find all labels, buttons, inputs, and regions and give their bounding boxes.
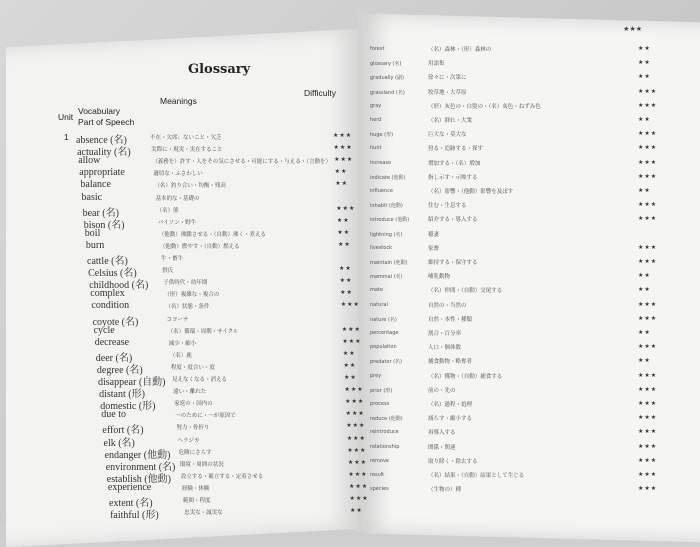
difficulty-stars: ★★★	[638, 314, 658, 322]
word-meaning: 哺乳動物	[428, 274, 451, 281]
word-meaning: 前の・先の	[428, 387, 456, 394]
vocab-word: reduce (他動)	[370, 416, 403, 423]
vocab-word: degree (名)	[96, 364, 143, 376]
difficulty-stars: ★★★	[638, 456, 658, 464]
vocab-word: allow	[78, 155, 101, 167]
word-meaning: 住む・生息する	[428, 203, 467, 210]
difficulty-stars: ★★★	[638, 343, 658, 351]
difficulty-stars: ★★	[344, 374, 357, 381]
difficulty-stars: ★★★	[638, 101, 658, 109]
difficulty-stars: ★★★	[348, 482, 369, 490]
vocab-word: hunt	[370, 145, 382, 152]
vocab-word: condition	[91, 300, 130, 312]
difficulty-stars: ★★	[337, 228, 351, 236]
word-meaning: 範囲・程度	[183, 498, 211, 504]
unit-header: Unit	[58, 112, 74, 122]
vocab-word: deer (名)	[95, 352, 133, 364]
word-meaning: （他動）燃やす・（自動）燃える	[159, 243, 240, 250]
vocab-word: absence (名)	[76, 135, 127, 146]
vocab-word: Celsius (名)	[88, 268, 137, 280]
word-meaning: （形）灰色の・白髪の・（名）灰色・ねずみ色	[428, 103, 541, 110]
word-meaning: 減少・縮小	[168, 340, 197, 347]
word-meaning: 徐々に・次第に	[428, 75, 467, 82]
vocab-word: glossary (名)	[370, 61, 402, 68]
word-meaning: （名）結果・（自動）結果として生じる	[428, 473, 525, 479]
vocab-word: population	[370, 344, 397, 351]
difficulty-stars: ★★★	[348, 470, 368, 478]
difficulty-stars: ★★★	[340, 301, 360, 309]
word-meaning: 家庭の・国内の	[174, 401, 213, 408]
difficulty-stars: ★★	[638, 357, 651, 365]
difficulty-stars: ★★	[638, 187, 651, 194]
vocab-word: establish (他動)	[106, 473, 171, 485]
word-meaning: （名）循環・周期・サイクル	[167, 328, 239, 335]
difficulty-stars: ★★	[334, 168, 348, 176]
word-meaning: 基本的な・基礎の	[155, 195, 200, 202]
difficulty-stars: ★★★	[341, 325, 361, 333]
vocab-word: bison (名)	[83, 219, 125, 231]
word-meaning: 自然の・当然の	[428, 302, 467, 309]
vocab-word: actuality (名)	[77, 147, 131, 159]
vocab-word: cattle (名)	[87, 256, 128, 267]
vocab-word: boil	[84, 227, 101, 239]
difficulty-stars: ★★★	[638, 442, 658, 450]
word-meaning: （名）獲物・（自動）捕食する	[428, 373, 503, 380]
vocab-word: domestic (形)	[100, 401, 156, 413]
difficulty-stars: ★★★	[333, 144, 353, 152]
difficulty-stars: ★★★	[333, 132, 353, 139]
pos-header: Part of Speech	[78, 117, 135, 127]
difficulty-stars: ★★	[638, 45, 651, 52]
word-meaning: 適切な・ふさわしい	[153, 171, 203, 178]
word-meaning: 関係・関連	[428, 444, 456, 451]
vocab-word: coyote (名)	[92, 316, 139, 328]
vocab-word: nature (名)	[370, 316, 397, 323]
word-meaning: （名）鹿	[169, 352, 192, 359]
vocab-word: environment (名)	[105, 461, 176, 473]
difficulty-stars: ★★★	[345, 410, 365, 418]
difficulty-stars: ★★★	[346, 434, 366, 442]
vocab-word: disappear (自動)	[98, 377, 166, 388]
difficulty-stars: ★★★	[638, 385, 658, 393]
word-meaning: ～のために・～が原因で	[175, 413, 236, 420]
vocab-word: elk (名)	[103, 437, 135, 449]
difficulty-stars: ★★★	[638, 201, 658, 209]
word-meaning: 程度・度合い・度	[170, 364, 215, 371]
word-meaning: （形）複雑な・複合の	[164, 292, 220, 299]
word-meaning: 減らす・縮小する	[428, 416, 473, 423]
word-meaning: 家畜	[428, 245, 440, 252]
vocab-word: mammal (名)	[370, 274, 403, 281]
word-meaning: 子供時代・幼年期	[163, 280, 208, 287]
vocab-word: introduce (他動)	[370, 217, 410, 224]
difficulty-stars: ★★	[343, 361, 357, 369]
word-meaning: 稲妻	[428, 231, 440, 238]
word-meaning: （名）森林・（形）森林の	[428, 47, 492, 53]
difficulty-stars: ★★	[336, 216, 350, 224]
difficulty-stars: ★★★	[638, 87, 658, 95]
vocab-word: indicate (他動)	[370, 174, 406, 181]
difficulty-stars: ★★	[638, 329, 651, 336]
difficulty-stars: ★★★	[638, 485, 658, 493]
vocab-word: result	[370, 472, 385, 478]
difficulty-stars: ★★★	[638, 428, 658, 436]
difficulty-stars: ★★★	[638, 371, 658, 379]
word-meaning: （名）釣り合い・均衡・残高	[154, 183, 226, 190]
difficulty-stars: ★★	[350, 507, 363, 515]
word-meaning: 見えなくなる・消える	[172, 377, 228, 383]
word-meaning: 紹介する・導入する	[428, 217, 478, 224]
vocab-word: mate	[370, 287, 383, 294]
vocab-word: appropriate	[79, 167, 125, 179]
difficulty-stars: ★★★	[638, 158, 658, 166]
word-meaning: コヨーテ	[166, 316, 189, 323]
difficulty-stars: ★★★	[346, 422, 366, 430]
vocab-word: prior (形)	[370, 387, 393, 394]
difficulty-stars: ★★	[337, 240, 351, 248]
word-meaning: （名）状態・条件	[165, 304, 210, 311]
difficulty-stars: ★★	[638, 73, 651, 81]
word-meaning: 増加する・（名）増加	[428, 160, 481, 167]
difficulty-stars: ★★★	[638, 130, 658, 138]
corner-stars: ★★★	[623, 25, 642, 33]
word-meaning: 狩る・追跡する・探す	[428, 146, 484, 153]
vocab-word: prey	[370, 372, 382, 379]
difficulty-stars: ★★	[638, 286, 651, 294]
word-meaning: 維持する・保守する	[428, 260, 478, 266]
word-meaning: 危険にさらす	[178, 449, 212, 456]
vocab-word: remove	[370, 457, 389, 464]
vocab-word: huge (形)	[370, 132, 394, 139]
word-meaning: （名）群れ・大衆	[428, 118, 473, 124]
difficulty-stars: ★★★	[342, 337, 362, 345]
vocab-word: childhood (名)	[89, 280, 149, 292]
difficulty-header: Difficulty	[304, 88, 336, 98]
vocab-word: distant (形)	[99, 389, 145, 401]
vocab-word: gray	[370, 102, 382, 109]
word-meaning: （名）仲間・（自動）交尾する	[428, 288, 503, 295]
vocab-word: natural	[370, 301, 388, 308]
vocab-word: process	[370, 401, 390, 407]
word-meaning: 実際に・現実・実在すること	[151, 147, 223, 154]
word-meaning: 遠い・離れた	[173, 389, 207, 396]
difficulty-stars: ★★★	[347, 446, 367, 454]
word-meaning: 設立する・確立する・定着させる	[180, 473, 264, 480]
difficulty-stars: ★★	[638, 272, 651, 280]
difficulty-stars: ★★★	[344, 386, 364, 394]
vocab-word: forest	[370, 46, 385, 52]
difficulty-stars: ★★★	[638, 400, 658, 407]
vocab-word: species	[370, 486, 389, 493]
vocab-word: cycle	[93, 324, 115, 336]
difficulty-stars: ★★	[638, 116, 651, 123]
word-meaning: （他動）沸騰させる・（自動）沸く・煮える	[158, 231, 267, 238]
difficulty-stars: ★★	[339, 277, 353, 285]
vocab-word: experience	[107, 481, 152, 493]
word-meaning: （生物の）種	[428, 487, 462, 494]
vocab-word: predator (名)	[370, 359, 402, 366]
vocab-word: herd	[370, 117, 382, 123]
word-meaning: 用語集	[428, 61, 445, 68]
vocab-word: burn	[85, 239, 105, 251]
difficulty-stars: ★★	[339, 265, 352, 273]
unit-number: 1	[64, 132, 69, 142]
difficulty-stars: ★★★	[638, 172, 658, 180]
vocab-word: faithful (形)	[110, 510, 159, 522]
difficulty-stars: ★★★	[345, 398, 365, 406]
vocab-word: due to	[101, 409, 127, 421]
word-meaning: 環境・周囲の状況	[179, 461, 224, 468]
difficulty-stars: ★★★	[638, 144, 658, 152]
word-meaning: 自然・本性・種類	[428, 316, 473, 323]
word-meaning: 捕食動物・略奪者	[428, 359, 473, 366]
word-meaning: （名）影響・（他動）影響を及ぼす	[428, 189, 514, 195]
difficulty-stars: ★★	[340, 289, 353, 297]
difficulty-stars: ★★★	[638, 300, 658, 308]
word-meaning: （名）熊	[156, 207, 179, 214]
vocab-word: livestock	[370, 244, 393, 251]
word-meaning: 牧草地・大草原	[428, 89, 467, 96]
vocab-word: reintroduce	[370, 429, 399, 436]
word-meaning: 割合・百分率	[428, 331, 462, 337]
vocab-word: relationship	[370, 443, 400, 450]
difficulty-stars: ★★★	[638, 258, 658, 265]
word-meaning: ヘラジカ	[177, 437, 200, 444]
vocab-word: lightning (名)	[370, 231, 403, 238]
word-meaning: （名）過程・処理	[428, 402, 473, 408]
word-meaning: 再導入する	[428, 430, 456, 437]
vocab-word: inhabit (他動)	[370, 203, 403, 210]
page-title: Glossary	[188, 62, 251, 77]
difficulty-stars: ★★	[335, 180, 348, 188]
vocab-word: basic	[81, 191, 103, 203]
vocab-word: endanger (他動)	[104, 449, 171, 461]
difficulty-stars: ★★★	[336, 204, 356, 212]
vocab-word: grassland (名)	[370, 89, 405, 96]
vocab-word: complex	[90, 288, 125, 300]
vocab-word: influence	[370, 188, 393, 194]
vocab-word: effort (名)	[102, 425, 144, 437]
difficulty-stars: ★★★	[638, 215, 658, 223]
difficulty-stars: ★★	[638, 59, 651, 67]
word-meaning: 努力・骨折り	[176, 425, 210, 432]
word-meaning: 不在・欠席；ないこと・欠乏	[150, 135, 222, 141]
word-meaning: 取り除く・除去する	[428, 458, 478, 465]
vocab-word: decrease	[94, 336, 130, 348]
word-meaning: 巨大な・莫大な	[428, 132, 467, 139]
vocab-word: balance	[80, 179, 111, 191]
vocab-word: increase	[370, 159, 392, 166]
word-meaning: 指し示す・示唆する	[428, 174, 478, 181]
word-meaning: バイソン・野牛	[157, 219, 197, 226]
word-meaning: 摂氏	[162, 268, 174, 275]
difficulty-stars: ★★★	[638, 471, 658, 478]
word-meaning: 牛・畜牛	[161, 256, 184, 262]
vocab-header: Vocabulary	[78, 106, 121, 116]
vocab-word: maintain (他動)	[370, 260, 408, 266]
word-meaning: （義務を）許す・人をその気にさせる・可能にする・与える・（言動を）	[152, 159, 331, 166]
word-meaning: 忠実な・誠実な	[184, 510, 223, 517]
difficulty-stars: ★★★	[638, 243, 658, 251]
vocab-word: gradually (副)	[370, 75, 404, 82]
meanings-header: Meanings	[160, 96, 197, 106]
word-meaning: 経験・体験	[181, 485, 210, 492]
difficulty-stars: ★★★	[334, 156, 354, 164]
word-meaning: 人口・個体数	[428, 345, 462, 352]
difficulty-stars: ★★★	[638, 414, 658, 422]
vocab-word: bear (名)	[82, 207, 119, 219]
vocab-word: percentage	[370, 330, 399, 336]
difficulty-stars: ★★★	[349, 495, 369, 502]
vocab-word: extent (名)	[109, 498, 153, 509]
difficulty-stars: ★★★	[347, 458, 367, 466]
left-page	[6, 29, 361, 547]
difficulty-stars: ★★	[342, 349, 356, 357]
